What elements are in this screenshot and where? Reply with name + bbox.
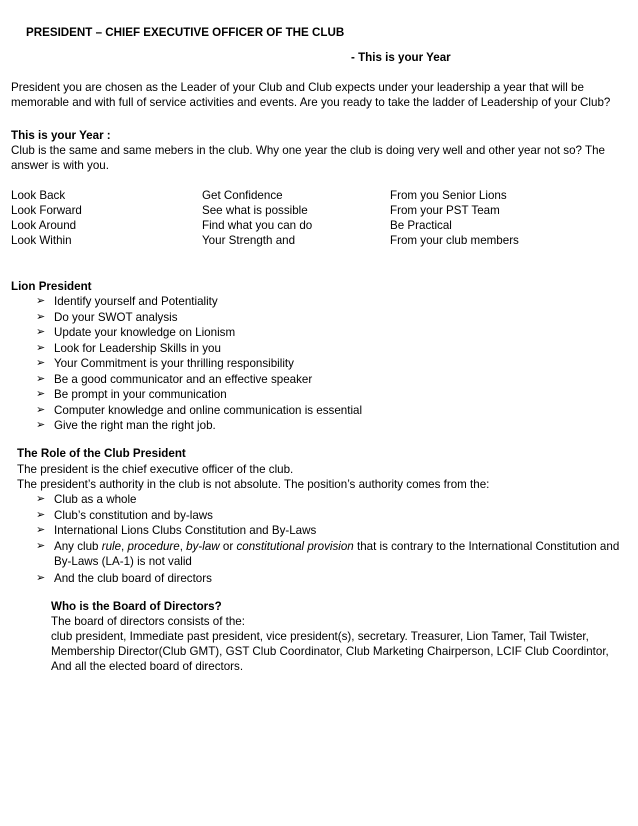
arrow-bullet-icon: ➢ <box>36 524 46 536</box>
arrow-bullet-icon: ➢ <box>36 539 46 552</box>
document-title: PRESIDENT – CHIEF EXECUTIVE OFFICER OF THE CLUB <box>26 26 345 39</box>
document-subtitle: - This is your Year <box>351 51 451 64</box>
arrow-bullet-icon: ➢ <box>36 419 46 431</box>
board-line: Membership Director(Club GMT), GST Club Coordinator, Club Marketing Chairperson, LCIF Club Coordintor, <box>51 645 609 658</box>
lion-president-heading: Lion President <box>11 280 92 293</box>
board-section <box>51 599 621 674</box>
year-paragraph: Club is the same and same mebers in the club. Why one year the club is doing very well and other year not so? The answer is with you. <box>11 144 605 172</box>
arrow-bullet-icon: ➢ <box>36 508 46 521</box>
action-cell: Find what you can do <box>202 219 313 232</box>
action-column <box>202 188 312 248</box>
look-cell: Look Forward <box>11 204 82 217</box>
rule-item-text: Any club rule, procedure, by-law or constitutional provision that is contrary to the International Constitution and By-Laws (LA-1) is not valid <box>54 539 620 568</box>
arrow-bullet-icon: ➢ <box>36 571 46 584</box>
arrow-bullet-icon: ➢ <box>36 310 46 323</box>
arrow-bullet-icon: ➢ <box>36 388 46 400</box>
role-line-2: The president’s authority in the club is not absolute. The position’s authority comes from the: <box>17 478 490 491</box>
year-heading: This is your Year : <box>11 129 111 142</box>
role-heading: The Role of the Club President <box>17 447 186 460</box>
source-column <box>390 188 519 248</box>
board-heading: Who is the Board of Directors? <box>51 600 222 613</box>
role-line-1: The president is the chief executive officer of the club. <box>17 463 294 476</box>
source-cell: From your club members <box>390 234 519 247</box>
arrow-bullet-icon: ➢ <box>36 295 46 307</box>
look-cell: Look Back <box>11 189 66 202</box>
look-column <box>11 188 82 248</box>
document-page: PRESIDENT – CHIEF EXECUTIVE OFFICER OF THE CLUB - This is your Year President you are chosen as the Leader of your Club and Club expects under your leadership a year that will be memorable and with full of service activities and events. Are you ready to take the ladder of Leadership of your Club? This is your Year : Club is the same and same mebers in the club. Why one year the club is doing very well and other year not so? The answer is with you. Look Back Look Forward Look Around Look Within Get Confidence See what is possible Find what you can do Your Strength and From you Senior Lions From your PST Team Be Practical From your club members Lion President ➢ Identify yourself and Potentiality ➢ Do your SWOT analysis ➢ Update your knowledge on Lionism ➢ Look for Leadership Skills in you ➢ Your Commitment is your thrilling responsibility ➢ Be a good communicator and an effective speaker ➢ Be prompt in your communication ➢ Computer knowledge and online communication is essential ➢ Give the right man the right job. The Role of the Club President The president is the chief executive officer of the club. The president’s authority in the club is not absolute. The position’s authority comes from the: ➢ Club as a whole ➢ Club’s constitution and by-laws ➢ International Lions Clubs Constitution and By-Laws ➢ Any club rule, procedure, by-law or constitutional provision that is contrary to the International Constitution and By-Laws (LA-1) is not valid ➢ And the club board of directors Who is the Board of Directors? The board of directors consists of the: club president, Immediate past president, vice president(s), secretary. Treasurer, Lion Tamer, Tail Twister, Membership Director(Club GMT), GST Club Coordinator, Club Marketing Chairperson, LCIF Club Coordintor, And all the elected board of directors. <box>0 0 638 826</box>
source-cell: From your PST Team <box>390 204 500 217</box>
board-line: The board of directors consists of the: <box>51 615 245 628</box>
intro-paragraph: President you are chosen as the Leader of your Club and Club expects under your leadership a year that will be memorable and with full of service activities and events. Are you ready to take the ladder of Leadership of your Club? <box>11 81 611 109</box>
action-cell: Your Strength and <box>202 234 296 247</box>
arrow-bullet-icon: ➢ <box>36 403 46 416</box>
look-cell: Look Within <box>11 234 72 247</box>
arrow-bullet-icon: ➢ <box>36 372 46 385</box>
arrow-bullet-icon: ➢ <box>36 493 46 505</box>
arrow-bullet-icon: ➢ <box>36 326 46 338</box>
look-cell: Look Around <box>11 219 77 232</box>
arrow-bullet-icon: ➢ <box>36 341 46 354</box>
action-cell: Get Confidence <box>202 189 283 202</box>
source-cell: From you Senior Lions <box>390 189 507 202</box>
source-cell: Be Practical <box>390 219 452 232</box>
board-line: club president, Immediate past president, vice president(s), secretary. Treasurer, Lion Tamer, Tail Twister, <box>51 630 589 643</box>
look-table <box>0 188 638 250</box>
board-line: And all the elected board of directors. <box>51 660 244 673</box>
arrow-bullet-icon: ➢ <box>36 357 46 369</box>
action-cell: See what is possible <box>202 204 308 217</box>
